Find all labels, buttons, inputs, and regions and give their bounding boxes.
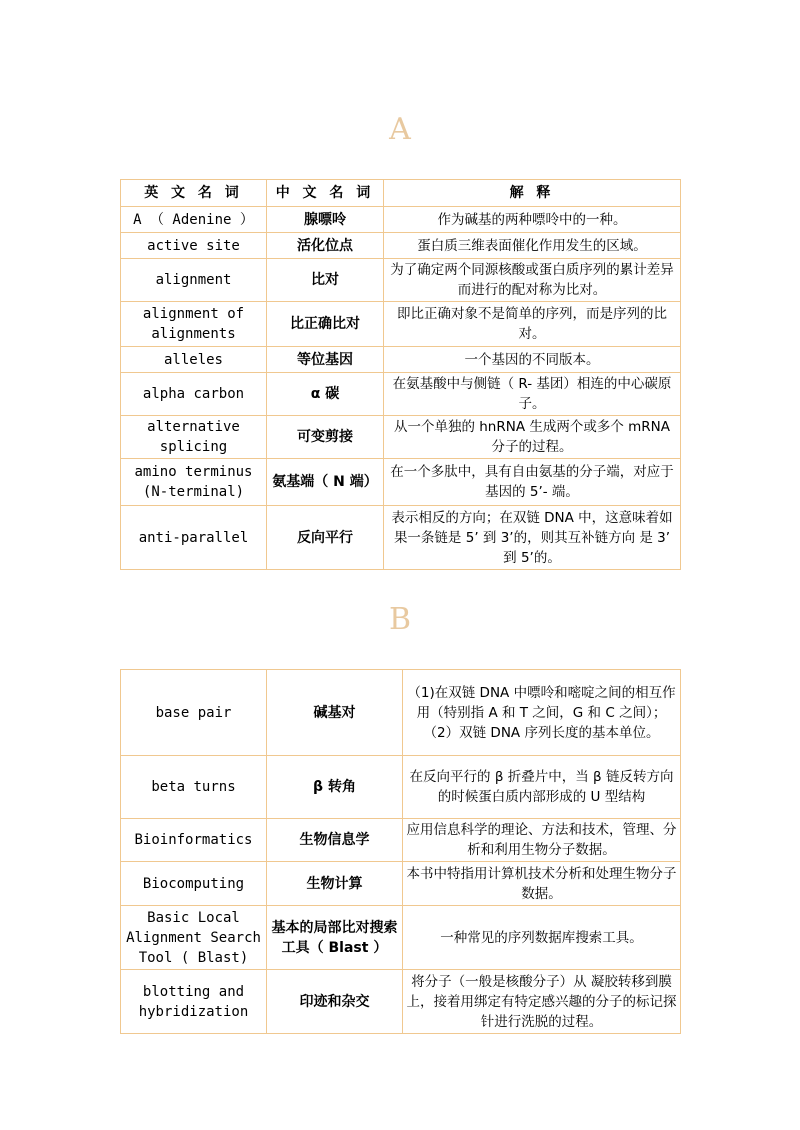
english-term: beta turns [121,756,267,819]
explanation: 一个基因的不同版本。 [384,347,681,373]
chinese-term: 基本的局部比对搜索工具（ Blast ） [267,906,403,970]
explanation: 在反向平行的 β 折叠片中，当 β 链反转方向的时候蛋白质内部形成的 U 型结构 [403,756,681,819]
chinese-term: 可变剪接 [267,416,384,459]
glossary-table-a [120,179,681,570]
chinese-term: 生物计算 [267,862,403,906]
chinese-term: 比对 [267,259,384,302]
english-term: active site [121,233,267,259]
explanation: 作为碱基的两种嘌呤中的一种。 [384,207,681,233]
explanation: 蛋白质三维表面催化作用发生的区域。 [384,233,681,259]
table-row [121,373,681,416]
chinese-term: 等位基因 [267,347,384,373]
header-english-term: 英 文 名 词 [121,180,267,207]
explanation: 在一个多肽中，具有自由氨基的分子端，对应于基因的 5’- 端。 [384,459,681,506]
english-term: alignment [121,259,267,302]
table-row [121,459,681,506]
english-term: anti-parallel [121,506,267,570]
explanation: 即比正确对象不是简单的序列，而是序列的比对。 [384,302,681,347]
explanation: 本书中特指用计算机技术分析和处理生物分子数据。 [403,862,681,906]
table-row [121,207,681,233]
english-term: Biocomputing [121,862,267,906]
table-row [121,233,681,259]
explanation: 将分子（一般是核酸分子）从 凝胶转移到膜上，接着用绑定有特定感兴趣的分子的标记探针进行洗脱的过程。 [403,970,681,1034]
table-row [121,862,681,906]
chinese-term: 氨基端（ N 端） [267,459,384,506]
table-row [121,970,681,1034]
explanation: 应用信息科学的理论、方法和技术，管理、分析和利用生物分子数据。 [403,819,681,862]
section-letter-b: B [388,602,412,637]
explanation: （1)在双链 DNA 中嘌呤和嘧啶之间的相互作用（特别指 A 和 T 之间，G 和 C 之间）；（2）双链 DNA 序列长度的基本单位。 [403,670,681,756]
table-row [121,347,681,373]
table-header-row [121,180,681,207]
explanation: 为了确定两个同源核酸或蛋白质序列的累计差异而进行的配对称为比对。 [384,259,681,302]
table-row [121,906,681,970]
table-row [121,756,681,819]
chinese-term: 比正确比对 [267,302,384,347]
english-term: Bioinformatics [121,819,267,862]
explanation: 表示相反的方向；在双链 DNA 中，这意味着如果一条链是 5’ 到 3’的，则其互补链方向 是 3’ 到 5’的。 [384,506,681,570]
header-chinese-term: 中 文 名 词 [267,180,384,207]
chinese-term: 活化位点 [267,233,384,259]
chinese-term: 碱基对 [267,670,403,756]
glossary-table-b [120,669,681,1034]
chinese-term: 印迹和杂交 [267,970,403,1034]
table-row [121,506,681,570]
chinese-term: 反向平行 [267,506,384,570]
table-row [121,819,681,862]
explanation: 在氨基酸中与侧链（ R- 基团）相连的中心碳原子。 [384,373,681,416]
table-row [121,259,681,302]
section-letter-a: A [389,112,411,147]
english-term: amino terminus (N-terminal) [121,459,267,506]
explanation: 从一个单独的 hnRNA 生成两个或多个 mRNA 分子的过程。 [384,416,681,459]
english-term: blotting and hybridization [121,970,267,1034]
chinese-term: β 转角 [267,756,403,819]
english-term: base pair [121,670,267,756]
chinese-term: α 碳 [267,373,384,416]
english-term: A （ Adenine ） [121,207,267,233]
table-row [121,670,681,756]
english-term: alignment of alignments [121,302,267,347]
chinese-term: 腺嘌呤 [267,207,384,233]
header-explanation: 解 释 [384,180,681,207]
table-row [121,416,681,459]
english-term: Basic Local Alignment Search Tool ( Blast) [121,906,267,970]
english-term: alpha carbon [121,373,267,416]
explanation: 一种常见的序列数据库搜索工具。 [403,906,681,970]
table-row [121,302,681,347]
english-term: alternative splicing [121,416,267,459]
chinese-term: 生物信息学 [267,819,403,862]
english-term: alleles [121,347,267,373]
